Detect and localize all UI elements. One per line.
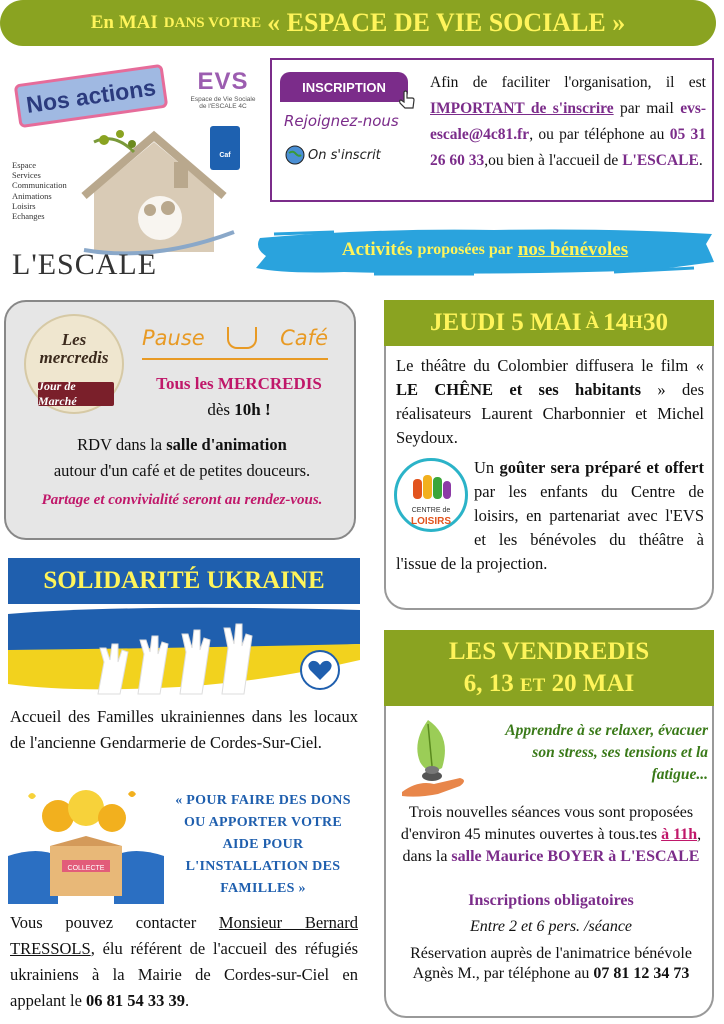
- evs-logo-sub2: de l'ESCALE 4C: [199, 103, 247, 111]
- reserv-text: Réservation auprès de l'animatrice bénévole Agnès M., par téléphone au: [410, 945, 692, 982]
- coffee-cup-icon: [227, 327, 257, 349]
- insc-text-1: Afin de faciliter l'organisation, il est: [430, 74, 706, 91]
- partage-text: Partage et convivialité seront au rendez-vous.: [41, 492, 323, 508]
- insc-email[interactable]: evs-escale@4c81.fr: [430, 100, 707, 143]
- vendredis-title: LES VENDREDIS: [448, 638, 650, 665]
- vendredis-dates-a: 6, 13: [463, 670, 514, 697]
- vend-t1: Trois nouvelles séances vous sont proposées d'environ 45 minutes ouvertes à tous.tes: [400, 804, 694, 843]
- insc-important: IMPORTANT de s'inscrire: [430, 100, 614, 117]
- insc-text-2: par mail: [613, 100, 681, 117]
- escale-word: Animations: [12, 190, 52, 201]
- banner-part1: En MAI: [90, 12, 158, 33]
- escale-word: Communication: [12, 180, 67, 191]
- heart-hands-icon: [300, 650, 340, 690]
- collecte-label: COLLECTE: [67, 865, 105, 872]
- mercredis-les: Les: [61, 330, 87, 349]
- banner-part2: DANS VOTRE: [163, 14, 262, 31]
- vendredis-box: [384, 706, 714, 1018]
- jeudi-t1: Le théâtre du Colombier diffusera le film «: [396, 356, 704, 375]
- relax-text: Apprendre à se relaxer, évacuer son stress, ses tensions et la fatigue...: [505, 722, 708, 783]
- des-label: dès: [207, 400, 235, 419]
- pointing-hand-icon: [396, 88, 418, 110]
- inscription-box: [270, 58, 714, 202]
- jeudi-t3: Un: [474, 458, 500, 477]
- insc-escale: L'ESCALE: [622, 152, 699, 169]
- activites-text: [254, 222, 716, 278]
- escale-word: Espace: [12, 160, 37, 170]
- rdv-salle: salle d'animation: [166, 435, 287, 454]
- contact-name: Monsieur Bernard TRESSOLS: [10, 913, 358, 958]
- jeudi-box: [384, 346, 714, 610]
- pause-cafe-logo: [142, 318, 328, 358]
- centre-loisirs-logo: [394, 458, 468, 532]
- inscription-text: [430, 70, 706, 174]
- insc-text-4: ,ou bien à l'accueil de: [484, 152, 623, 169]
- heart-icon: [302, 652, 338, 688]
- jeudi-gouter: goûter sera préparé et offert: [499, 458, 704, 477]
- insc-text-5: .: [698, 152, 703, 169]
- pause-label: Pause: [142, 326, 205, 350]
- jeudi-header: [384, 300, 714, 346]
- inscriptions-obligatoires: Inscriptions obligatoires: [468, 892, 634, 909]
- escale-word: Echanges: [12, 210, 45, 221]
- vendredis-dates-c: 20 MAI: [551, 670, 635, 697]
- jeudi-a: À: [585, 312, 600, 333]
- jeudi-h: H: [628, 312, 643, 333]
- mercredis-badge: [24, 314, 124, 414]
- rejoignez-nous-text: Rejoignez-nous: [284, 112, 399, 130]
- reservation-text: [394, 944, 708, 984]
- jeudi-t4: par les enfants du Centre de loisirs, en partenariat avec l'EVS et les bénévoles du théâtre à l'issue de la projection.: [396, 482, 704, 573]
- escale-logo-area: [6, 62, 260, 286]
- vendredis-seances-text: [394, 802, 708, 868]
- insc-phone: 05 31 26 60 33: [430, 126, 706, 169]
- evs-logo-sub1: Espace de Vie Sociale: [190, 96, 256, 103]
- cafe-label: Café: [280, 326, 328, 350]
- rdv-part2: autour d'un café et de petites douceurs.: [53, 461, 311, 480]
- mercredis-label: mercredis: [39, 348, 109, 367]
- top-banner: [0, 0, 716, 46]
- insc-text-3: , ou par téléphone au: [529, 126, 670, 143]
- evs-logo-text: EVS: [197, 68, 249, 95]
- contact-phone: 06 81 54 33 39: [86, 991, 186, 1010]
- solidarite-text: Accueil des Familles ukrainiennes dans les locaux de l'ancienne Gendarmerie de Cordes-Sur-Ciel.: [10, 707, 358, 752]
- escale-word: Loisirs: [12, 200, 36, 211]
- activites-part2: proposées par: [417, 241, 513, 258]
- heure-label: 10h !: [234, 400, 271, 419]
- entre-pers: Entre 2 et 6 pers. /séance: [469, 918, 633, 935]
- vendredis-header: [384, 630, 714, 706]
- des-10h: [134, 400, 344, 420]
- pause-cafe-underline: [142, 358, 328, 360]
- jeudi-min: 30: [642, 309, 668, 336]
- jour-de-marche-label: Jour de Marché: [38, 382, 114, 406]
- vendredis-et: ET: [520, 675, 546, 696]
- on-sinscrit-text: On s'inscrit: [308, 148, 381, 163]
- jeudi-hour: 14: [603, 309, 629, 336]
- activites-brush-banner: [254, 222, 716, 278]
- tous-les-mercredis: Tous les MERCREDIS: [156, 374, 322, 393]
- nos-actions-badge: Nos actions: [14, 64, 169, 128]
- vend-hour: à 11h: [661, 826, 698, 843]
- jeudi-date: JEUDI 5 MAI: [430, 309, 582, 336]
- solidarite-header: SOLIDARITÉ UKRAINE: [8, 558, 360, 604]
- jeudi-t2: » des réalisateurs Laurent Charbonnier et Michel Seydoux.: [396, 380, 704, 447]
- escale-word: Services: [12, 170, 41, 181]
- dons-text: « POUR FAIRE DES DONS OU APPORTER VOTRE AIDE POUR L'INSTALLATION DES FAMILLES »: [175, 793, 351, 896]
- inscription-badge: INSCRIPTION: [280, 72, 408, 102]
- hands-colorful-icon: [411, 469, 453, 505]
- activites-part3: nos bénévoles: [517, 239, 629, 260]
- loisirs-label: LOISIRS: [410, 516, 451, 527]
- rdv-text: [14, 432, 350, 484]
- contact-c2: , élu référent de l'accueil des réfugiés ukrainiens à la Mairie de Cordes-sur-Ciel en appelant le: [10, 939, 358, 1010]
- contact-c1: Vous pouvez contacter: [10, 913, 219, 932]
- centre-label: CENTRE de: [411, 507, 451, 514]
- escale-name: L'ESCALE: [12, 248, 158, 281]
- contact-c3: .: [185, 991, 190, 1010]
- evs-logo: [188, 68, 258, 111]
- banner-title: « ESPACE DE VIE SOCIALE »: [267, 8, 626, 37]
- activites-part1: Activités: [341, 239, 413, 260]
- vend-t2: , dans la: [402, 826, 702, 865]
- contact-text: [10, 910, 358, 1014]
- rdv-part1: RDV dans la: [77, 435, 167, 454]
- jeudi-film-title: LE CHÊNE et ses habitants: [396, 380, 642, 399]
- caf-logo: Caf: [210, 126, 240, 170]
- escale-acronym-words: [12, 160, 67, 221]
- vendredis-dates: [384, 668, 714, 702]
- relaxation-leaf-hand-icon: [398, 716, 470, 800]
- reserv-phone: 07 81 12 34 73: [593, 965, 690, 982]
- jeudi-film-text: [396, 354, 704, 450]
- pause-cafe-box: [4, 300, 356, 540]
- donation-box-icon: [8, 786, 164, 904]
- vend-salle: salle Maurice BOYER à L'ESCALE: [451, 848, 700, 865]
- globe-people-icon: [284, 144, 306, 166]
